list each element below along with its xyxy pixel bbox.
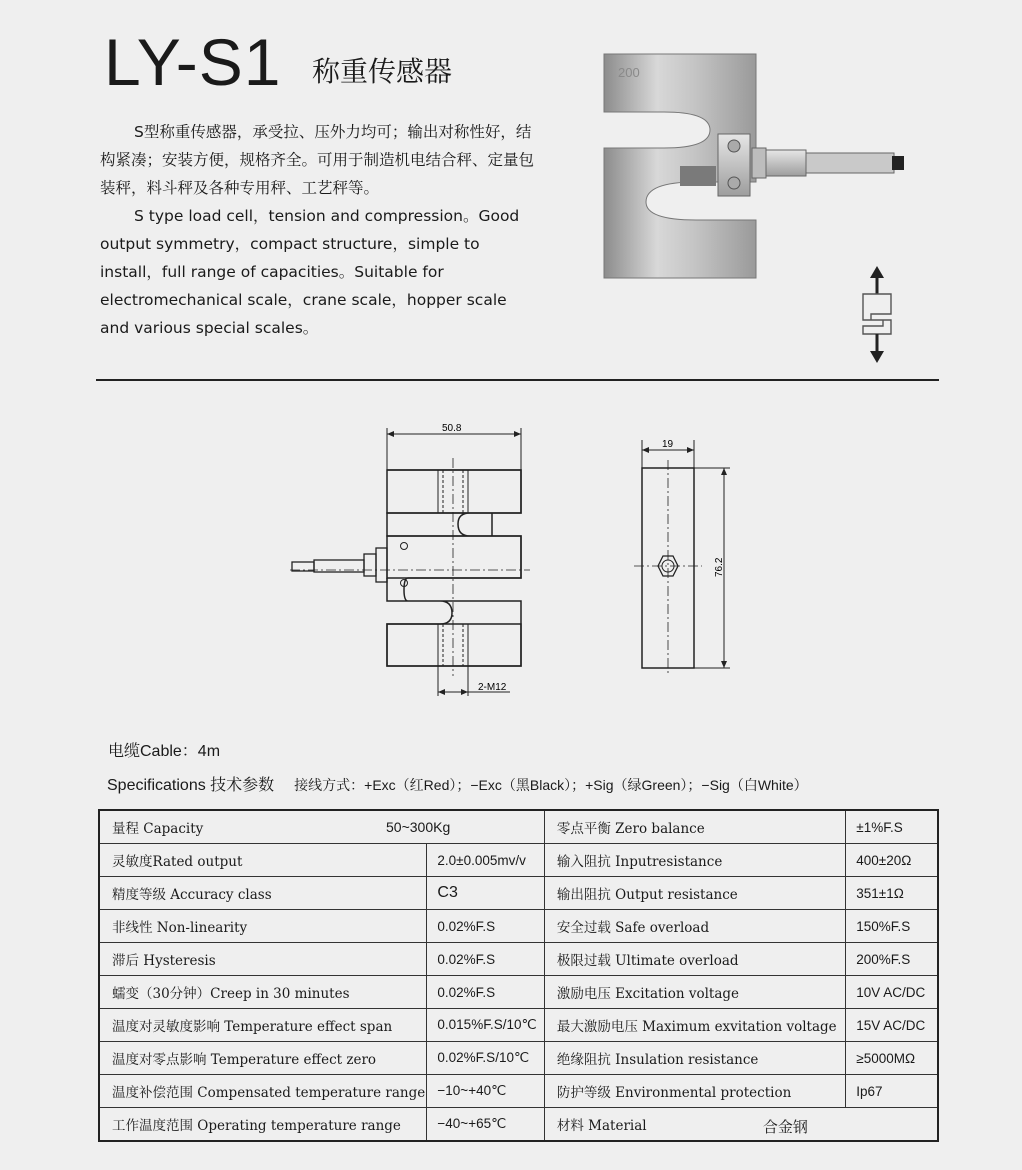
dim-width: 50.8: [442, 423, 462, 434]
section-divider: [96, 379, 939, 381]
table-row: [99, 976, 938, 1009]
spec-label: 防护等级 Environmental protection: [544, 1075, 845, 1108]
table-row: [99, 943, 938, 976]
table-row: [99, 1108, 938, 1142]
spec-label: 绝缘阻抗 Insulation resistance: [544, 1042, 845, 1075]
spec-value: 2.0±0.005mv/v: [427, 844, 544, 877]
spec-value: 10V AC/DC: [846, 976, 938, 1009]
spec-label: 工作温度范围 Operating temperature range: [99, 1108, 427, 1142]
drawing-front-view: [280, 418, 540, 703]
table-row: [99, 877, 938, 910]
spec-value: 0.02%F.S: [427, 976, 544, 1009]
zero-balance-value: ±1%F.S: [846, 810, 938, 844]
spec-value: C3: [427, 877, 544, 910]
dim-thickness: 19: [662, 439, 674, 450]
cable-length: 电缆Cable：4m: [108, 743, 221, 760]
spec-label: 蠕变（30分钟）Creep in 30 minutes: [99, 976, 427, 1009]
spec-value: 0.02%F.S/10℃: [427, 1042, 544, 1075]
spec-value: 0.02%F.S: [427, 943, 544, 976]
spec-label: 灵敏度Rated output: [99, 844, 427, 877]
zero-balance-label: 零点平衡 Zero balance: [544, 810, 845, 844]
spec-label: 精度等级 Accuracy class: [99, 877, 427, 910]
table-row: [99, 1009, 938, 1042]
spec-label: 温度补偿范围 Compensated temperature range: [99, 1075, 427, 1108]
table-row: [99, 1042, 938, 1075]
spec-value: ≥5000MΩ: [846, 1042, 938, 1075]
dim-thread: 2-M12: [478, 682, 507, 693]
spec-heading: Specifications 技术参数: [107, 777, 275, 794]
spec-value: 351±1Ω: [846, 877, 938, 910]
spec-label: 输入阻抗 Inputresistance: [544, 844, 845, 877]
spec-label: 激励电压 Excitation voltage: [544, 976, 845, 1009]
drawing-side-view: [632, 432, 742, 677]
spec-value: 400±20Ω: [846, 844, 938, 877]
table-row: [99, 844, 938, 877]
spec-label: 最大激励电压 Maximum exvitation voltage: [544, 1009, 845, 1042]
capacity-cell: [99, 810, 544, 844]
engraved-capacity: 200: [618, 65, 640, 80]
material-cell: [544, 1108, 938, 1142]
spec-heading-line: [107, 772, 808, 795]
description-chinese-text: S型称重传感器，承受拉、压外力均可；输出对称性好，结构紧凑；安装方便，规格齐全。可用于制造机电结合秤、定量包装秤，料斗秤及各种专用秤、工艺秤等。: [100, 123, 535, 197]
table-row: [99, 910, 938, 943]
spec-value: 15V AC/DC: [846, 1009, 938, 1042]
capacity-value: 50~300Kg: [386, 819, 451, 835]
spec-value: 0.02%F.S: [427, 910, 544, 943]
description-english: [100, 202, 540, 342]
spec-label: 极限过载 Ultimate overload: [544, 943, 845, 976]
table-row: [99, 1075, 938, 1108]
description-chinese: [100, 118, 540, 202]
spec-value: 200%F.S: [846, 943, 938, 976]
spec-label: 温度对灵敏度影响 Temperature effect span: [99, 1009, 427, 1042]
tension-compression-icon: [855, 262, 900, 367]
spec-value: −10~+40℃: [427, 1075, 544, 1108]
spec-label: 输出阻抗 Output resistance: [544, 877, 845, 910]
spec-value: 0.015%F.S/10℃: [427, 1009, 544, 1042]
spec-value: −40~+65℃: [427, 1108, 544, 1142]
dim-height: 76.2: [714, 557, 725, 577]
description-english-text: S type load cell，tension and compression。Good output symmetry，compact structure，simple to install，full range of capacities。Suitable for electromechanical scale，crane scale，hopper scale and various special scales。: [100, 207, 520, 337]
spec-label: 温度对零点影响 Temperature effect zero: [99, 1042, 427, 1075]
wiring-scheme: 接线方式：+Exc（红Red）；−Exc（黑Black）；+Sig（绿Green）；−Sig（白White）: [294, 777, 808, 793]
material-value: 合金钢: [762, 1118, 808, 1136]
spec-value: 150%F.S: [846, 910, 938, 943]
spec-label: 滞后 Hysteresis: [99, 943, 427, 976]
table-row: [99, 810, 938, 844]
page-subtitle: 称重传感器: [312, 55, 453, 88]
spec-value: Ip67: [846, 1075, 938, 1108]
page-title: LY-S1: [104, 25, 282, 99]
material-label: 材料 Material: [556, 1118, 647, 1134]
spec-label: 安全过载 Safe overload: [544, 910, 845, 943]
spec-label: 非线性 Non-linearity: [99, 910, 427, 943]
specifications-table: [98, 809, 939, 1142]
capacity-label: 量程 Capacity: [112, 821, 204, 837]
